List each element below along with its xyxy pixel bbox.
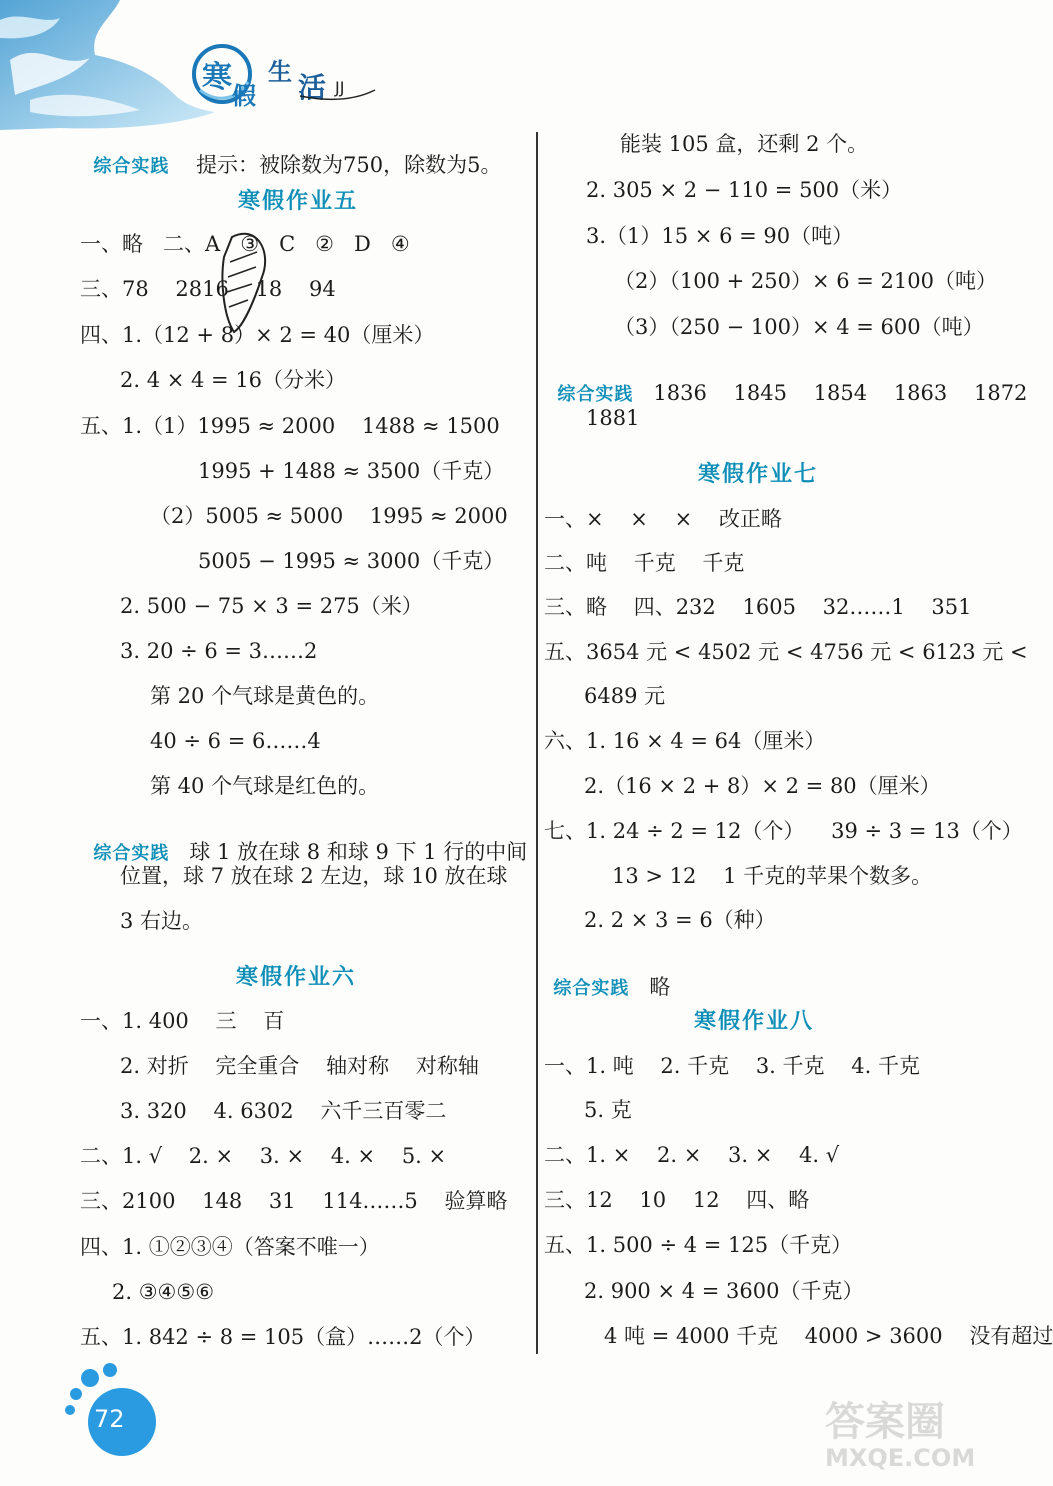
- section-heading-5: 寒假作业五: [238, 189, 359, 214]
- column-divider: [536, 132, 538, 1354]
- section-heading-6: 寒假作业六: [236, 965, 357, 990]
- answer-line: 2. 900 × 4 = 3600（千克）: [584, 1279, 864, 1303]
- practice-text: 球 1 放在球 8 和球 9 下 1 行的中间: [189, 840, 528, 864]
- practice-text: 1881: [586, 406, 640, 430]
- watermark-title: 答案圈: [825, 1399, 945, 1445]
- answer-line: 5. 克: [584, 1098, 632, 1122]
- answer-line: 五、1.（1）1995 ≈ 2000 1488 ≈ 1500: [80, 414, 500, 438]
- answer-line: 4 吨 = 4000 千克 4000 > 3600 没有超过: [604, 1324, 1053, 1348]
- answer-line: 一、1. 400 三 百: [80, 1009, 285, 1033]
- section-heading-7: 寒假作业七: [698, 462, 819, 487]
- answer-line: 六、1. 16 × 4 = 64（厘米）: [544, 729, 826, 753]
- answer-line: 3. 320 4. 6302 六千三百零二: [120, 1099, 447, 1123]
- answer-line: 五、1. 842 ÷ 8 = 105（盒）……2（个）: [80, 1325, 486, 1349]
- practice-6: [544, 362, 1027, 404]
- answer-line: 5005 − 1995 ≈ 3000（千克）: [198, 549, 505, 573]
- watermark: [815, 1390, 995, 1480]
- practice-text: 1836 1845 1854 1863 1872: [653, 381, 1028, 405]
- answer-line: 三、78 2816 18 94: [80, 277, 336, 301]
- answer-line: 2.（16 × 2 + 8）× 2 = 80（厘米）: [584, 774, 941, 798]
- answer-line: （2）（100 + 250）× 6 = 2100（吨）: [614, 269, 997, 293]
- page-number: 72: [94, 1405, 125, 1433]
- answer-line: （3）（250 − 100）× 4 = 600（吨）: [614, 315, 984, 339]
- intro-practice: [80, 134, 502, 176]
- answer-line: 2. 500 − 75 × 3 = 275（米）: [120, 594, 423, 618]
- answer-line: 四、1.（12 + 8）× 2 = 40（厘米）: [80, 323, 435, 347]
- practice-label: 综合实践: [93, 843, 170, 864]
- answer-line: 二、吨 千克 千克: [544, 551, 745, 575]
- answer-line: 四、1. ①②③④（答案不唯一）: [80, 1235, 380, 1259]
- answer-line: 一、× × × 改正略: [544, 507, 782, 531]
- edition-label: JJ: [335, 78, 345, 97]
- practice-text: 位置，球 7 放在球 2 左边，球 10 放在球: [120, 864, 508, 888]
- practice-label: 综合实践: [93, 156, 170, 177]
- pen-scribble-icon: [212, 222, 282, 342]
- answer-line: 五、3654 元 < 4502 元 < 4756 元 < 6123 元 <: [544, 640, 1028, 664]
- answer-line: 三、2100 148 31 114……5 验算略: [80, 1189, 508, 1213]
- answer-line: 一、略 二、A ③ C ② D ④: [80, 232, 410, 256]
- logo-char-3: 生: [268, 58, 292, 86]
- answer-line: 3. 20 ÷ 6 = 3……2: [120, 639, 318, 663]
- answer-line: 3.（1）15 × 6 = 90（吨）: [586, 224, 854, 248]
- answer-line: 2. 4 × 4 = 16（分米）: [120, 368, 347, 392]
- answer-line: 七、1. 24 ÷ 2 = 12（个） 39 ÷ 3 = 13（个）: [544, 819, 1023, 843]
- answer-line: 1995 + 1488 ≈ 3500（千克）: [198, 459, 505, 483]
- answer-line: 五、1. 500 ÷ 4 = 125（千克）: [544, 1233, 853, 1257]
- logo-char-2: 假: [232, 82, 256, 110]
- answer-line: 能装 105 盒，还剩 2 个。: [620, 132, 869, 156]
- answer-line: 二、1. √ 2. × 3. × 4. × 5. ×: [80, 1144, 447, 1168]
- answer-line: 6489 元: [584, 684, 666, 708]
- practice-label: 综合实践: [553, 978, 630, 999]
- answer-line: （2）5005 ≈ 5000 1995 ≈ 2000: [150, 504, 508, 528]
- answer-line: 2. 对折 完全重合 轴对称 对称轴: [120, 1054, 479, 1078]
- logo-char-4: 活: [298, 71, 327, 104]
- answer-line: 2. 2 × 3 = 6（种）: [584, 908, 776, 932]
- answer-line: 三、12 10 12 四、略: [544, 1188, 810, 1212]
- intro-text: 提示：被除数为750，除数为5。: [196, 153, 502, 177]
- answer-line: 13 > 12 1 千克的苹果个数多。: [612, 864, 933, 888]
- logo-char-1: 寒: [202, 60, 232, 95]
- practice-7: [540, 956, 670, 998]
- practice-text: 略: [649, 975, 671, 999]
- answer-line: 40 ÷ 6 = 6……4: [150, 729, 321, 753]
- practice-label: 综合实践: [557, 384, 634, 405]
- practice-text: 3 右边。: [120, 909, 204, 933]
- answer-line: 一、1. 吨 2. 千克 3. 千克 4. 千克: [544, 1054, 920, 1078]
- answer-line: 二、1. × 2. × 3. × 4. √: [544, 1143, 840, 1167]
- practice-5: [80, 821, 527, 863]
- answer-line: 三、略 四、232 1605 32……1 351: [544, 595, 972, 619]
- watermark-url: MXQE.COM: [825, 1444, 976, 1472]
- logo-swoosh-icon: [300, 84, 380, 104]
- answer-line: 2. 305 × 2 − 110 = 500（米）: [586, 178, 903, 202]
- answer-line: 第 40 个气球是红色的。: [150, 774, 380, 798]
- answer-line: 第 20 个气球是黄色的。: [150, 684, 380, 708]
- answer-line: 2. ③④⑤⑥: [112, 1280, 215, 1304]
- section-heading-8: 寒假作业八: [694, 1009, 815, 1034]
